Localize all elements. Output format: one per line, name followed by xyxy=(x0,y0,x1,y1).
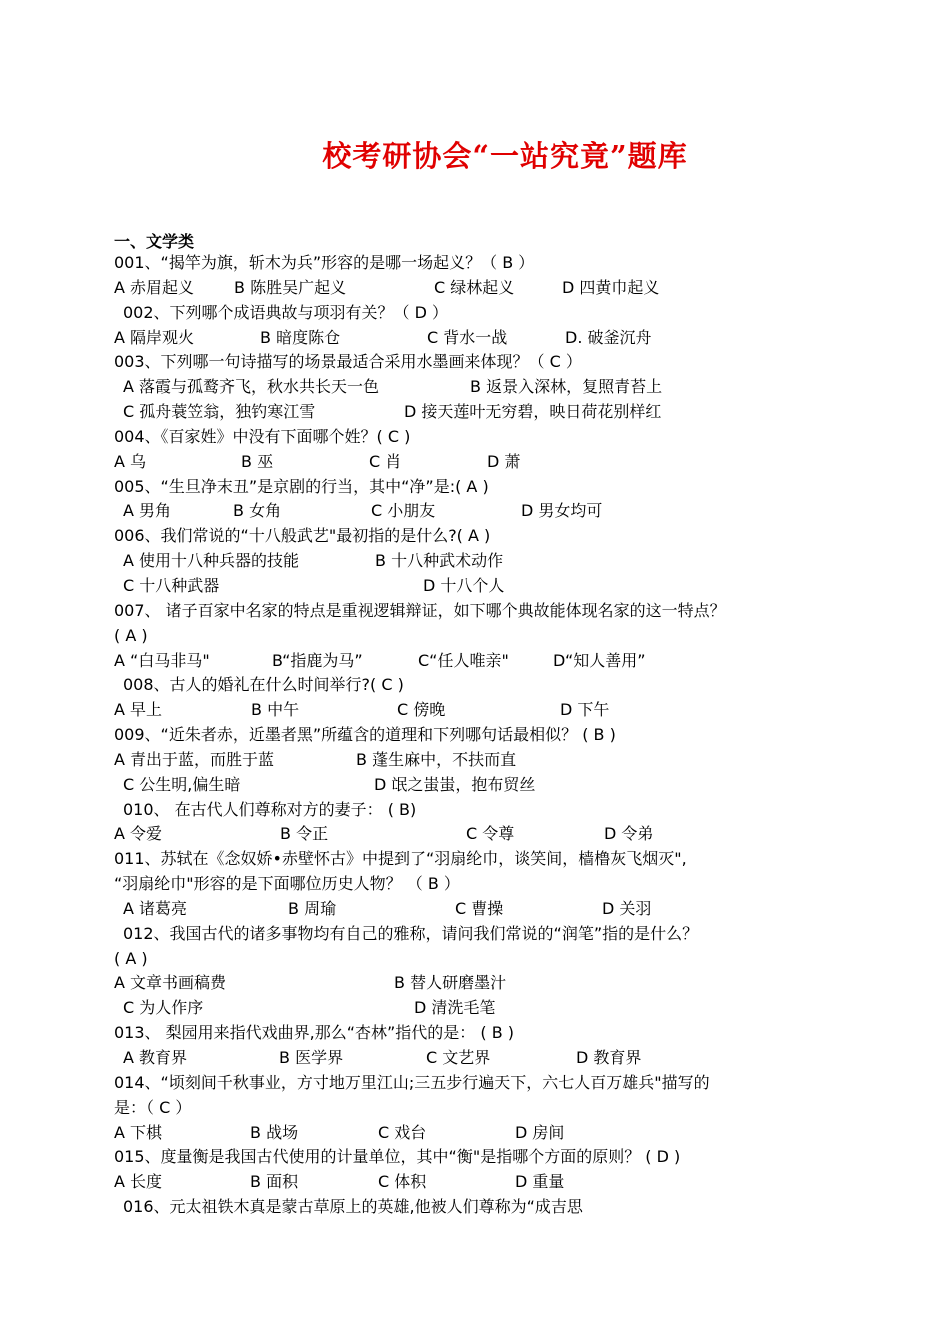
option: A 文章书画稿费 xyxy=(114,973,227,993)
question-list xyxy=(114,251,854,1220)
option: D 令弟 xyxy=(604,824,654,844)
option: A 落霞与孤鹜齐飞，秋水共长天一色 xyxy=(123,377,380,397)
option: C“任人唯亲" xyxy=(418,650,509,670)
option-row xyxy=(114,1046,854,1071)
option-row xyxy=(114,375,854,400)
document-title: 校考研协会“一站究竟”题库 xyxy=(322,139,688,173)
option: A 令爱 xyxy=(114,824,163,844)
option: A 诸葛亮 xyxy=(123,898,188,918)
option: C 肖 xyxy=(369,451,402,471)
question-text: 001、“揭竿为旗，斩木为兵”形容的是哪一场起义？（ B ） xyxy=(114,253,535,272)
option: C 傍晚 xyxy=(397,700,446,720)
question-text-continued: ( A ) xyxy=(114,625,148,645)
option: A “白马非马" xyxy=(114,650,210,670)
option: C 令尊 xyxy=(466,824,515,844)
option: C 小朋友 xyxy=(371,501,436,521)
option: A 青出于蓝，而胜于蓝 xyxy=(114,749,275,769)
question-text-continued: “羽扇纶巾"形容的是下面哪位历史人物？ （ B ） xyxy=(114,874,460,894)
question-text: 002、下列哪个成语典故与项羽有关？（ D ） xyxy=(123,302,449,322)
question-text: 013、 梨园用来指代戏曲界,那么“杏林”指代的是： ( B ) xyxy=(114,1023,515,1043)
question-text: 005、“生旦净末丑”是京剧的行当，其中“净”是:( A ) xyxy=(114,476,489,496)
option: A 使用十八种兵器的技能 xyxy=(123,551,300,571)
option: C 十八种武器 xyxy=(123,575,220,595)
option-row xyxy=(114,822,854,847)
question-text-continued: ( A ) xyxy=(114,948,148,968)
option-row xyxy=(114,649,854,674)
option-row xyxy=(114,574,854,599)
option-row xyxy=(114,276,854,301)
option: D 接天莲叶无穷碧，映日荷花别样红 xyxy=(404,402,662,422)
option: D 教育界 xyxy=(576,1048,642,1067)
option: B 陈胜吴广起义 xyxy=(234,277,347,297)
question-text: 014、“顷刻间千秋事业，方寸地万里江山;三五步行遍天下，六七人百万雄兵"描写的 xyxy=(114,1072,710,1092)
option: B 令正 xyxy=(280,824,329,844)
question-text: 015、度量衡是我国古代使用的计量单位，其中“衡"是指哪个方面的原则？ ( D ) xyxy=(114,1147,681,1167)
option: D. 破釜沉舟 xyxy=(565,327,652,347)
question-text: 011、苏轼在《念奴娇•赤壁怀古》中提到了“羽扇纶巾，谈笑间，樯橹灰飞烟灭", xyxy=(114,849,687,869)
question-text: 009、“近朱者赤，近墨者黑”所蕴含的道理和下列哪句话最相似？ ( B ) xyxy=(114,725,616,745)
option: D 四黄巾起义 xyxy=(562,277,660,297)
option-row xyxy=(114,773,854,798)
option: B 返景入深林，复照青苔上 xyxy=(470,377,663,397)
option: A 隔岸观火 xyxy=(114,327,195,347)
option: A 乌 xyxy=(114,451,147,471)
option-row xyxy=(114,400,854,425)
option: D 关羽 xyxy=(602,898,652,918)
option-row xyxy=(114,326,854,351)
option: C 文艺界 xyxy=(426,1048,491,1067)
option: C 体积 xyxy=(378,1172,427,1192)
option: D 十八个人 xyxy=(423,575,505,595)
option: B 中午 xyxy=(251,700,300,720)
option: D 萧 xyxy=(487,451,521,471)
option-row xyxy=(114,450,854,475)
option-row xyxy=(114,748,854,773)
option: B 替人研磨墨汁 xyxy=(394,973,507,993)
option: C 背水一战 xyxy=(427,327,508,347)
question-text: 007、 诸子百家中名家的特点是重视逻辑辩证，如下哪个典故能体现名家的这一特点？ xyxy=(114,600,726,620)
option: D 下午 xyxy=(560,700,610,720)
option: D 氓之蚩蚩，抱布贸丝 xyxy=(374,774,536,794)
option: C 为人作序 xyxy=(123,998,204,1018)
question-text: 012、我国古代的诸多事物均有自己的雅称，请问我们常说的“润笔”指的是什么？ xyxy=(123,923,699,943)
option: C 孤舟蓑笠翁，独钓寒江雪 xyxy=(123,402,316,422)
option-row xyxy=(114,698,854,723)
option-row xyxy=(114,499,854,524)
option: B 周瑜 xyxy=(288,898,337,918)
option: D 男女均可 xyxy=(521,501,603,521)
question-text: 004、《百家姓》中没有下面哪个姓？( C ) xyxy=(114,426,411,446)
option-row xyxy=(114,897,854,922)
option: A 教育界 xyxy=(123,1048,188,1067)
option: B“指鹿为马” xyxy=(272,650,363,670)
question-text: 010、 在古代人们尊称对方的妻子： ( B) xyxy=(123,799,417,819)
option: A 下棋 xyxy=(114,1122,163,1142)
option: D 房间 xyxy=(515,1122,565,1142)
question-text-continued: 是：（ C ） xyxy=(114,1097,192,1117)
option: C 戏台 xyxy=(378,1122,427,1142)
option: C 公生明,偏生暗 xyxy=(123,774,241,794)
option-row xyxy=(114,549,854,574)
option: B 暗度陈仓 xyxy=(260,327,341,347)
option: B 蓬生麻中，不扶而直 xyxy=(356,749,517,769)
option: B 战场 xyxy=(250,1122,299,1142)
question-text: 006、我们常说的“十八般武艺"最初指的是什么?( A ) xyxy=(114,526,491,546)
option: A 男角 xyxy=(123,501,172,521)
option: B 医学界 xyxy=(279,1048,344,1067)
option-row xyxy=(114,1121,854,1146)
option: C 绿林起义 xyxy=(434,277,515,297)
option: B 十八种武术动作 xyxy=(375,551,504,571)
option: B 巫 xyxy=(241,451,274,471)
option: B 面积 xyxy=(250,1172,299,1192)
option: D“知人善用” xyxy=(553,650,646,670)
option: A 早上 xyxy=(114,700,163,720)
option: D 清洗毛笔 xyxy=(414,998,496,1018)
option: C 曹操 xyxy=(455,898,504,918)
option: A 赤眉起义 xyxy=(114,277,195,297)
option-row xyxy=(114,1170,854,1195)
question-text: 003、下列哪一句诗描写的场景最适合采用水墨画来体现？（ C ） xyxy=(114,352,582,372)
option-row xyxy=(114,971,854,996)
option: D 重量 xyxy=(515,1172,565,1192)
option-row xyxy=(114,996,854,1021)
section-heading: 一、文学类 xyxy=(114,232,195,251)
option: A 长度 xyxy=(114,1172,163,1192)
question-text: 016、元太祖铁木真是蒙古草原上的英雄,他被人们尊称为“成吉思 xyxy=(123,1197,583,1217)
option: B 女角 xyxy=(233,501,282,521)
question-text: 008、古人的婚礼在什么时间举行?( C ) xyxy=(123,675,404,695)
